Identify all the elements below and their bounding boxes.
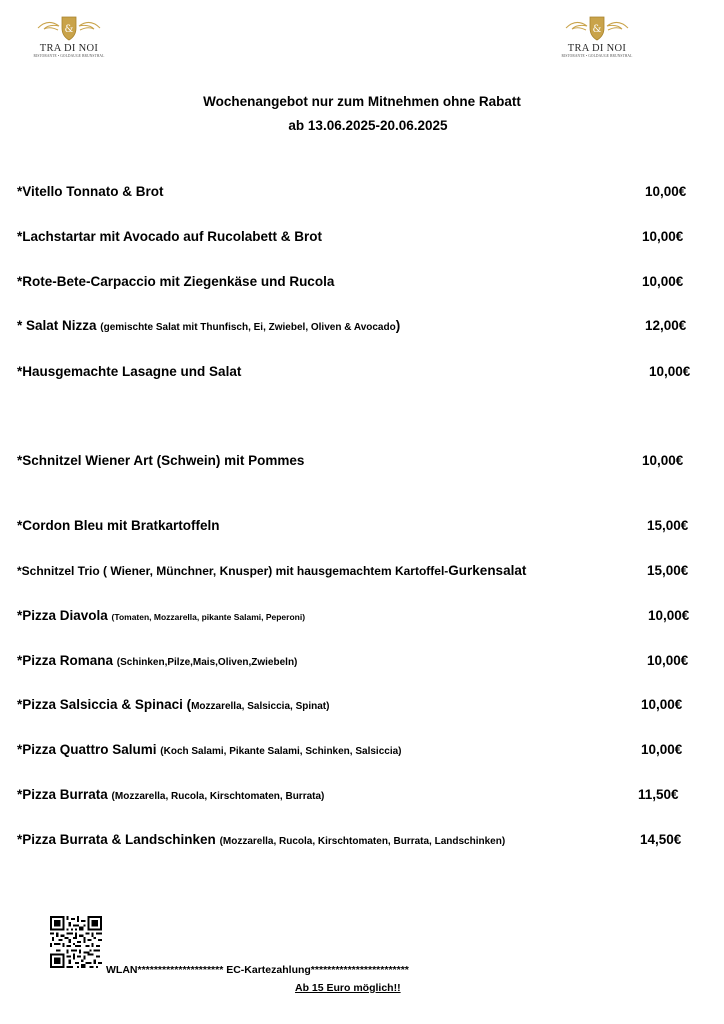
menu-item-description: (Schinken,Pilze,Mais,Oliven,Zwiebeln) <box>116 657 298 668</box>
menu-item <box>17 742 707 760</box>
menu-item-description: (Mozzarella, Rucola, Kirschtomaten, Burrata, Landschinken) <box>219 836 506 847</box>
logo-emblem-text: & <box>64 24 74 35</box>
menu-item-name: *Hausgemachte Lasagne und Salat <box>17 364 242 379</box>
menu-item <box>17 787 707 805</box>
menu-item-name: * Salat Nizza (gemischte Salat mit Thunfisch, Ei, Zwiebel, Oliven & Avocado) <box>17 318 401 333</box>
menu-item-description: (Koch Salami, Pikante Salami, Schinken, Salsiccia) <box>160 746 402 757</box>
menu-item-name: *Pizza Burrata (Mozzarella, Rucola, Kirschtomaten, Burrata) <box>17 787 325 802</box>
menu-item <box>17 184 707 202</box>
menu-item-price: 12,00€ <box>645 318 687 333</box>
menu-item-name: *Pizza Burrata & Landschinken (Mozzarella, Rucola, Kirschtomaten, Burrata, Landschinken) <box>17 832 506 847</box>
menu-item <box>17 518 707 536</box>
menu-item-price: 10,00€ <box>648 608 690 623</box>
menu-item-price: 10,00€ <box>642 453 684 468</box>
menu-item-name: *Pizza Romana (Schinken,Pilze,Mais,Oliven,Zwiebeln) <box>17 653 298 668</box>
menu-item <box>17 453 707 471</box>
menu-item-name: *Schnitzel Wiener Art (Schwein) mit Pommes <box>17 453 305 468</box>
menu-item-price: 11,50€ <box>638 787 679 802</box>
restaurant-logo-right <box>556 14 638 58</box>
menu-item <box>17 229 707 247</box>
menu-item-name: *Pizza Salsiccia & Spinaci (Mozzarella, Salsiccia, Spinat) <box>17 697 330 712</box>
menu-item-name: *Cordon Bleu mit Bratkartoffeln <box>17 518 220 533</box>
menu-item <box>17 318 707 336</box>
menu-item-description: (Mozzarella, Rucola, Kirschtomaten, Burrata) <box>111 791 325 802</box>
qr-code-icon[interactable] <box>50 916 102 968</box>
logo-name: TRA DI NOI <box>39 43 99 54</box>
menu-item-price: 15,00€ <box>647 518 689 533</box>
menu-item-price: 10,00€ <box>647 653 689 668</box>
menu-item <box>17 608 707 626</box>
logo-emblem-icon <box>34 14 104 42</box>
menu-item-name: *Schnitzel Trio ( Wiener, Münchner, Knusper) mit hausgemachtem Kartoffel-Gurkensalat <box>17 563 527 578</box>
menu-item-price: 10,00€ <box>641 697 683 712</box>
menu-item-description: (gemischte Salat mit Thunfisch, Ei, Zwiebel, Oliven & Avocado <box>100 322 396 333</box>
minimum-amount-note: Ab 15 Euro möglich!! <box>295 982 401 994</box>
menu-item <box>17 563 707 581</box>
menu-item-price: 15,00€ <box>647 563 689 578</box>
menu-item-price: 10,00€ <box>642 229 684 244</box>
logo-subtitle: RISTORANTE • GOLDAUGE BRUNSTHAL <box>33 54 105 58</box>
logo-subtitle: RISTORANTE • GOLDAUGE BRUNSTHAL <box>561 54 633 58</box>
menu-item-price: 14,50€ <box>640 832 682 847</box>
menu-item <box>17 364 707 382</box>
menu-item-name: *Pizza Quattro Salumi (Koch Salami, Pikante Salami, Schinken, Salsiccia) <box>17 742 402 757</box>
wlan-ec-payment-note: WLAN********************* EC-Kartezahlung************************ <box>106 964 409 976</box>
menu-item-price: 10,00€ <box>645 184 687 199</box>
menu-item-name: *Lachstartar mit Avocado auf Rucolabett & Brot <box>17 229 323 244</box>
menu-item-name: *Pizza Diavola (Tomaten, Mozzarella, pikante Salami, Peperoni) <box>17 608 306 623</box>
logo-name: TRA DI NOI <box>567 43 627 54</box>
menu-item-description: (Tomaten, Mozzarella, pikante Salami, Peperoni) <box>111 612 306 622</box>
menu-item-name: *Vitello Tonnato & Brot <box>17 184 164 199</box>
page-title: Wochenangebot nur zum Mitnehmen ohne Rabatt <box>203 94 521 109</box>
date-range: ab 13.06.2025-20.06.2025 <box>288 118 448 133</box>
restaurant-logo-left <box>28 14 110 58</box>
menu-item <box>17 697 707 715</box>
menu-item-price: 10,00€ <box>642 274 684 289</box>
menu-item-description: Mozzarella, Salsiccia, Spinat) <box>191 701 330 712</box>
menu-item-price: 10,00€ <box>649 364 691 379</box>
menu-item-name: *Rote-Bete-Carpaccio mit Ziegenkäse und Rucola <box>17 274 335 289</box>
logo-emblem-icon <box>562 14 632 42</box>
logo-emblem-text: & <box>592 24 602 35</box>
menu-item <box>17 832 707 850</box>
menu-item <box>17 274 707 292</box>
menu-item-price: 10,00€ <box>641 742 683 757</box>
menu-item <box>17 653 707 671</box>
